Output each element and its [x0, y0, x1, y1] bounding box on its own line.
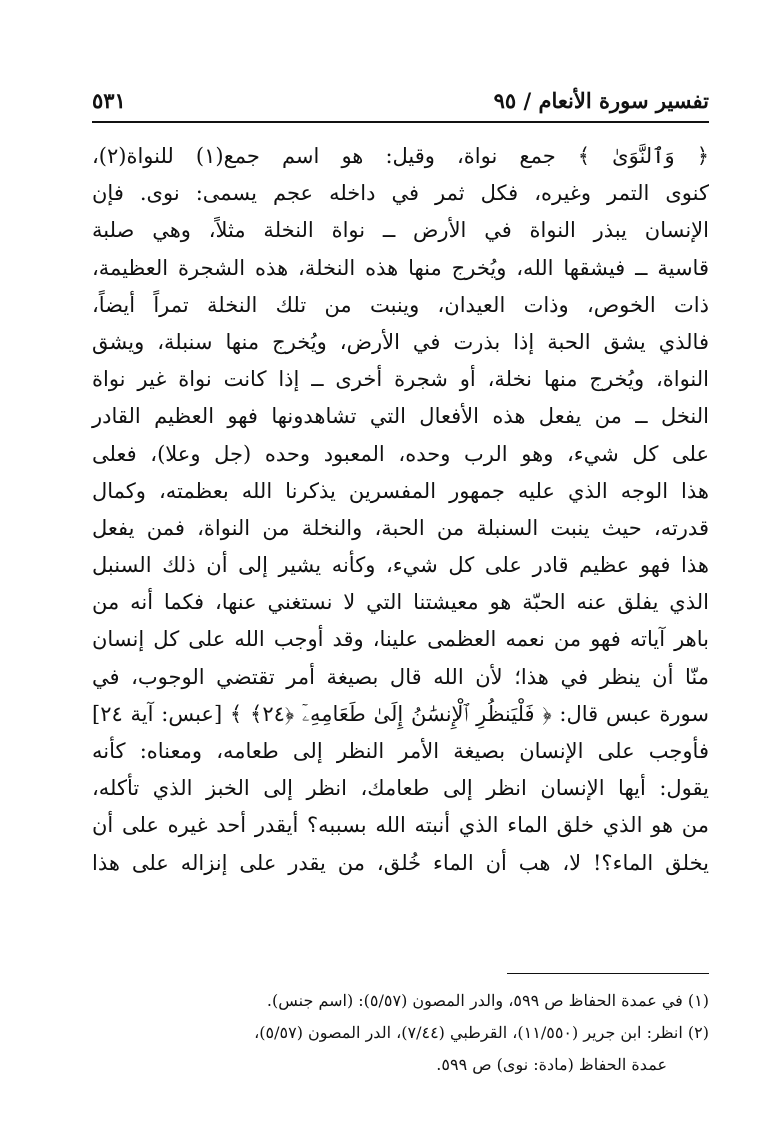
text-line: قاسية ــ فيشقها الله، ويُخرج منها هذه النخلة، هذه الشجرة العظيمة،: [92, 255, 709, 280]
footnote-divider: [507, 973, 709, 974]
text-line: من هو الذي خلق الماء الذي أنبته الله بسببه؟ أيقدر أحد غيره على أن: [92, 813, 709, 838]
text-line: النخل ــ من يفعل هذه الأفعال التي تشاهدونها فهو العظيم القادر: [92, 404, 709, 429]
text-line: قدرته، حيث ينبت السنبلة من الحبة، والنخلة من النواة، فمن يفعل: [92, 515, 709, 540]
text-line: منّا أن ينظر في هذا؛ لأن الله قال بصيغة أمر تقتضي الوجوب، في: [92, 664, 709, 689]
header-divider: [92, 121, 709, 123]
text-line: هذا الوجه الذي عليه جمهور المفسرين يذكرنا الله بعظمته، وكمال: [92, 478, 709, 503]
text-line: النواة، ويُخرج منها نخلة، أو شجرة أخرى ــ إذا كانت نواة غير نواة: [92, 367, 709, 392]
text-line: الإنسان يبذر النواة في الأرض ــ نواة النخلة مثلاً، وهي صلبة: [92, 218, 709, 243]
page-number: ٥٣١: [92, 87, 126, 113]
text-line: يخلق الماء؟! لا، هب أن الماء خُلق، من يقدر على إنزاله على هذا: [92, 850, 709, 875]
running-title: تفسير سورة الأنعام / ٩٥: [493, 87, 709, 113]
text-line: باهر آياته فهو من نعمه العظمى علينا، وقد أوجب الله على كل إنسان: [92, 627, 709, 652]
text-line: ذات الخوص، وذات العيدان، وينبت من تلك النخلة تمراً أيضاً،: [92, 292, 709, 317]
text-line: كنوى التمر وغيره، فكل ثمر في داخله عجم يسمى: نوى. فإن: [92, 181, 709, 206]
text-line: سورة عبس قال: ﴿ فَلْيَنظُرِ ٱلْإِنسَٰنُ إِلَىٰ طَعَامِهِۦٓ ﴿٢٤﴾ ﴾ [عبس: آية ٢٤]: [92, 701, 709, 726]
page-header: [92, 82, 709, 118]
text-line: الذي يفلق عنه الحبّة هو معيشتنا التي لا نستغني عنها، فكما أنه من: [92, 590, 709, 615]
footnotes: [92, 985, 709, 1081]
text-line: فأوجب على الإنسان بصيغة الأمر النظر إلى طعامه، ومعناه: كأنه: [92, 739, 709, 763]
text-line: يقول: أيها الإنسان انظر إلى طعامك، انظر إلى الخبز الذي تأكله،: [92, 776, 709, 801]
text-line: على كل شيء، وهو الرب وحده، المعبود وحده (جل وعلا)، فعلى: [92, 441, 709, 466]
footnote-1: (١) في عمدة الحفاظ ص ٥٩٩، والدر المصون (٥/٥٧): (اسم جنس).: [266, 991, 709, 1010]
text-line: هذا فهو عظيم قادر على كل شيء، وكأنه يشير إلى أن ذلك السنبل: [92, 553, 709, 578]
text-line: فالذي يشق الحبة إذا بذرت في الأرض، ويُخرج منها سنبلة، ويشق: [92, 329, 709, 354]
text-line: ﴿ وَٱلنَّوَىٰ ﴾ جمع نواة، وقيل: هو اسم جمع(١) للنواة(٢)،: [92, 144, 710, 168]
footnote-2-continued: عمدة الحفاظ (مادة: نوى) ص ٥٩٩.: [436, 1055, 667, 1074]
body-text: [92, 138, 709, 882]
footnote-2: (٢) انظر: ابن جرير (١١/٥٥٠)، القرطبي (٧/٤٤)، الدر المصون (٥/٥٧)،: [254, 1023, 709, 1042]
